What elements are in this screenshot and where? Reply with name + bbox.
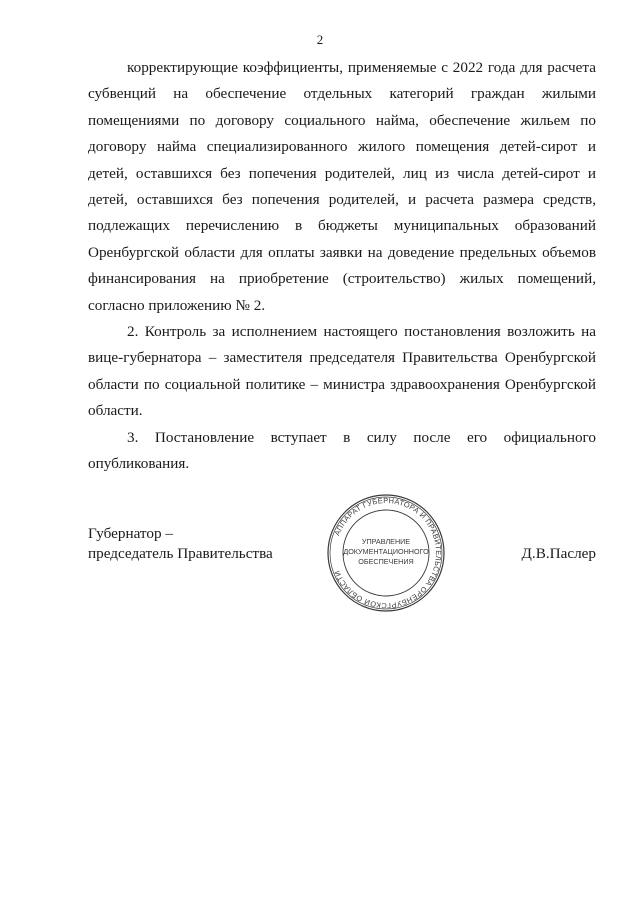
stamp-center-line-2: ДОКУМЕНТАЦИОННОГО	[343, 547, 429, 556]
signatory-position	[88, 524, 273, 564]
body-paragraph-continuation: корректирующие коэффициенты, применяемые с 2022 года для расчета субвенций на обеспечение отдельных категорий граждан жилыми помещениями по договору социального найма, обеспечение жильем по договору найма специализированного жилого помещения детей-сирот и детей, оставшихся без попечения родителей, лиц из числа детей-сирот и детей, оставшихся без попечения родителей, и расчета размера средств, подлежащих перечислению в бюджеты муниципальных образований Оренбургской области для оплаты заявки на доведение предельных объемов финансирования на приобретение (строительство) жилых помещений, согласно приложению № 2.	[88, 59, 596, 314]
official-seal-stamp	[326, 493, 446, 613]
signatory-position-line-1: Губернатор –	[88, 525, 173, 542]
document-body	[88, 55, 596, 478]
body-paragraph-3: 3. Постановление вступает в силу после его официального опубликования.	[88, 428, 596, 473]
stamp-center-line-3: ОБЕСПЕЧЕНИЯ	[358, 557, 414, 566]
signatory-position-line-2: председатель Правительства	[88, 545, 273, 562]
page-number: 2	[316, 32, 324, 47]
body-paragraph-2: 2. Контроль за исполнением настоящего постановления возложить на вице-губернатора – заместителя председателя Правительства Оренбургской области по социальной политике – министра здравоохранения Оренбургской области.	[88, 323, 596, 420]
stamp-center-line-1: УПРАВЛЕНИЕ	[361, 537, 411, 546]
signatory-name: Д.В.Паслер	[521, 545, 596, 562]
stamp-ring-text: АППАРАТ ГУБЕРНАТОРА И ПРАВИТЕЛЬСТВА ОРЕНБУРГСКОЙ ОБЛАСТИ	[332, 495, 444, 611]
